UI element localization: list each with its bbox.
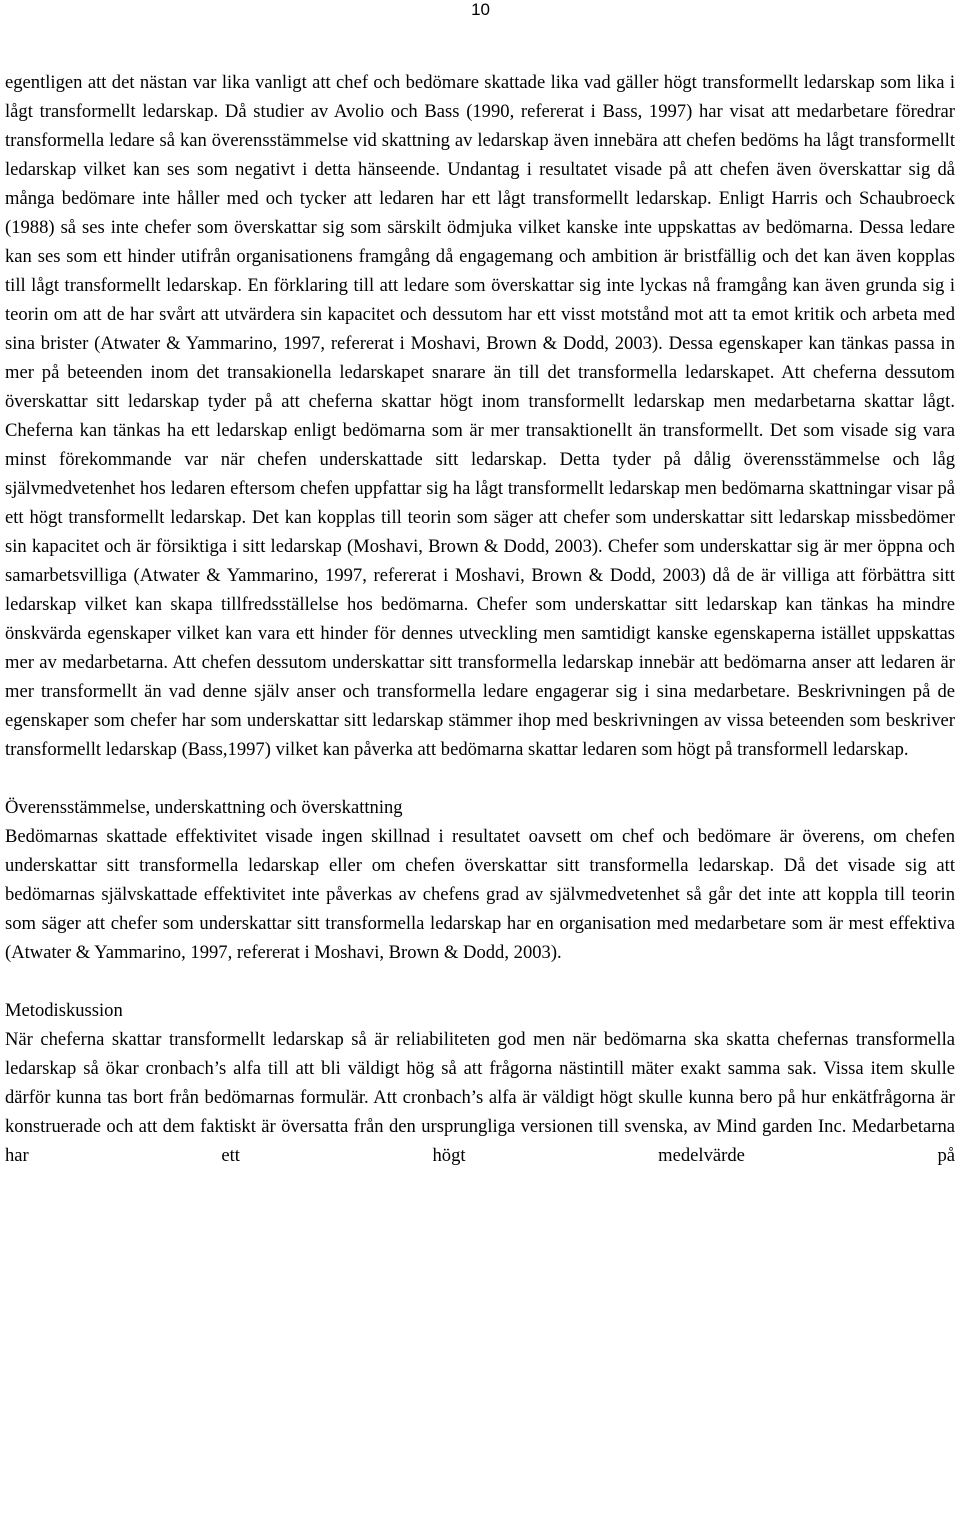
section-heading-agreement: Överensstämmelse, underskattning och överskattning <box>5 797 403 818</box>
agreement-paragraph: Bedömarnas skattade effektivitet visade ingen skillnad i resultatet oavsett om chef och bedömare är överens, om chefen underskattar sitt transformella ledarskap eller om chefen överskattar sitt transformella ledarskap. Då det visade sig att bedömarnas självskattade effektivitet inte påverkas av chefens grad av självmedvetenhet så går det inte att koppla till teorin som säger att chefer som underskattar sitt transformella ledarskap har en organisation med medarbetare som är mest effektiva (Atwater & Yammarino, 1997, refererat i Moshavi, Brown & Dodd, 2003). <box>5 826 955 963</box>
paragraph-spacer <box>5 967 955 996</box>
page-number: 10 <box>471 0 490 19</box>
method-discussion-paragraph: När cheferna skattar transformellt ledarskap så är reliabiliteten god men när bedömarna ska skatta chefernas transformella ledarskap så ökar cronbach’s alfa till att bli väldigt hög så att frågorna nästintill mäter exakt samma sak. Vissa item skulle därför kunna tas bort från bedömarnas formulär. Att cronbach’s alfa är väldigt högt skulle kunna bero på hur enkätfrågorna är konstruerade och att dem faktiskt är översatta från den ursprungliga versionen till svenska, av Mind garden Inc. Medarbetarna har ett högt medelvärde på <box>5 1029 955 1166</box>
section-heading-method-discussion: Metodiskussion <box>5 1000 123 1021</box>
paragraph-spacer <box>5 764 955 793</box>
document-body <box>5 68 955 1170</box>
discussion-paragraph: egentligen att det nästan var lika vanligt att chef och bedömare skattade lika vad gäller högt transformellt ledarskap som lika i lågt transformellt ledarskap. Då studier av Avolio och Bass (1990, refererat i Bass, 1997) har visat att medarbetare föredrar transformella ledare så kan överensstämmelse vid skattning av ledarskap även innebära att chefen bedöms ha lågt transformellt ledarskap vilket kan ses som negativt i detta hänseende. Undantag i resultatet visade på att chefen även överskattar sig då många bedömare inte håller med och tycker att ledaren har ett lågt transformellt ledarskap. Enligt Harris och Schaubroeck (1988) så ses inte chefer som överskattar sig som särskilt ödmjuka vilket kanske inte uppskattas av bedömarna. Dessa ledare kan ses som ett hinder utifrån organisationens framgång då engagemang och ambition är bristfällig och det kan även kopplas till lågt transformellt ledarskap. En förklaring till att ledare som överskattar sig inte lyckas nå framgång kan även grunda sig i teorin om att de har svårt att utvärdera sin kapacitet och dessutom har ett visst motstånd mot att ta emot kritik och arbeta med sina brister (Atwater & Yammarino, 1997, refererat i Moshavi, Brown & Dodd, 2003). Dessa egenskaper kan tänkas passa in mer på beteenden inom det transakionella ledarskapet snarare än till det transformella ledarskapet. Att cheferna dessutom överskattar sitt ledarskap tyder på att cheferna skattar högt inom transformellt ledarskap men medarbetarna skattar lågt. Cheferna kan tänkas ha ett ledarskap enligt bedömarna som är mer transaktionellt än transformellt. Det som visade sig vara minst förekommande var när chefen underskattade sitt ledarskap. Detta tyder på dålig överensstämmelse och låg självmedvetenhet hos ledaren eftersom chefen uppfattar sig ha lågt transformellt ledarskap men bedömarna skattningar visar på ett högt transformellt ledarskap. Det kan kopplas till teorin som säger att chefer som underskattar sitt ledarskap missbedömer sin kapacitet och är försiktiga i sitt ledarskap (Moshavi, Brown & Dodd, 2003). Chefer som underskattar sig är mer öppna och samarbetsvilliga (Atwater & Yammarino, 1997, refererat i Moshavi, Brown & Dodd, 2003) då de är villiga att förbättra sitt ledarskap vilket kan skapa tillfredsställelse hos bedömarna. Chefer som underskattar sitt ledarskap kan tänkas ha mindre önskvärda egenskaper vilket kan vara ett hinder för dennes utveckling men samtidigt kanske egenskaperna istället uppskattas mer av medarbetarna. Att chefen dessutom underskattar sitt transformella ledarskap innebär att bedömarna anser att ledaren är mer transformellt än vad denne själv anser och transformella ledare engagerar sig i sina medarbetare. Beskrivningen på de egenskaper som chefer har som underskattar sitt ledarskap stämmer ihop med beskrivningen av vissa beteenden som beskriver transformellt ledarskap (Bass,1997) vilket kan påverka att bedömarna skattar ledaren som högt på transformell ledarskap. <box>5 72 955 760</box>
